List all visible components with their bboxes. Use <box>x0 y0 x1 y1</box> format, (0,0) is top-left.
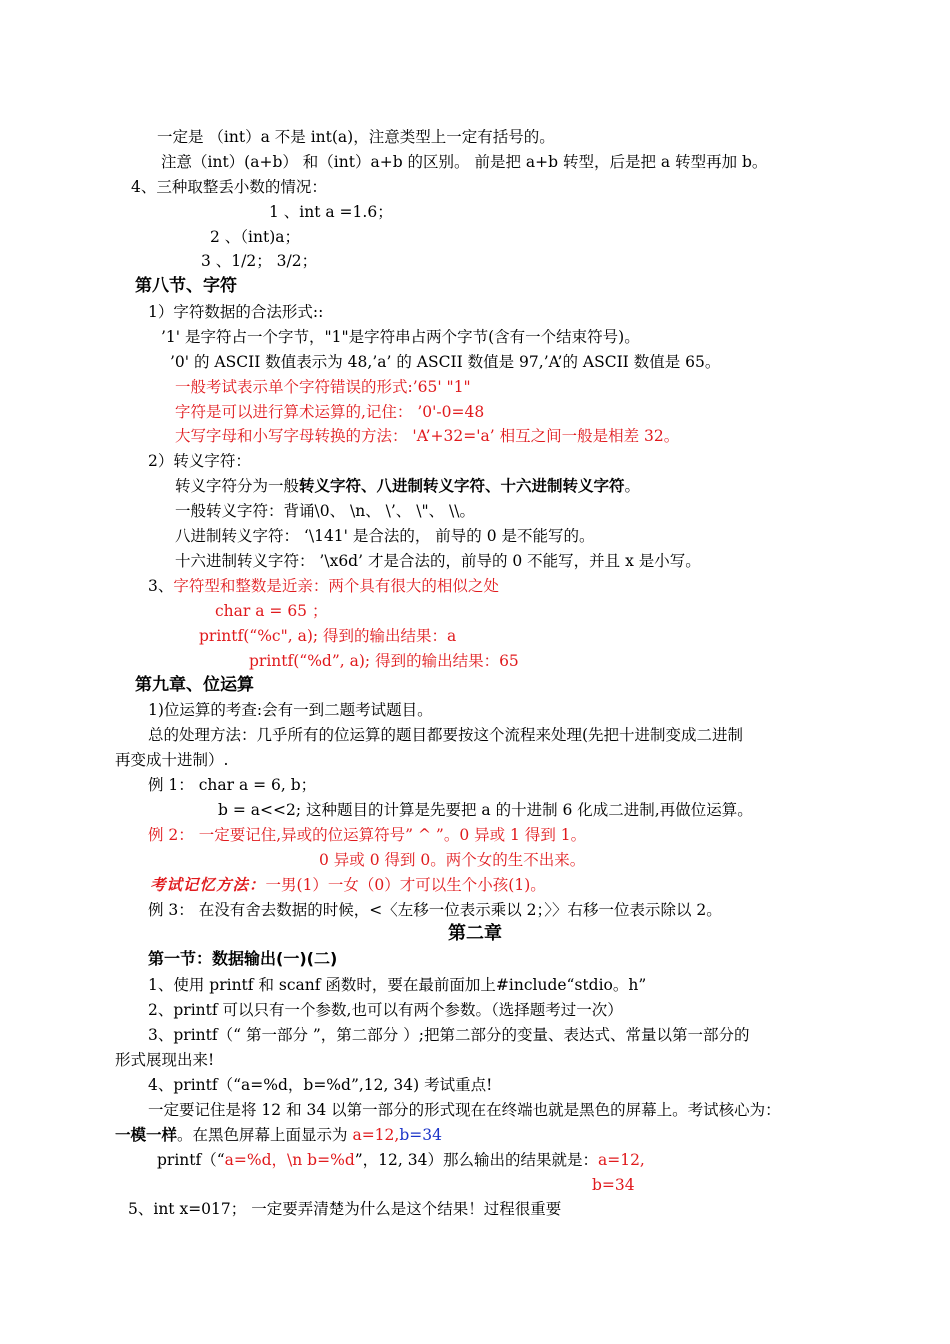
text-line: ’1' 是字符占一个字节，"1"是字符串占两个字节(含有一个结束符号)。 <box>161 328 640 346</box>
text-line: 一般转义字符：背诵\0、 \n、 \’、 \"、 \\。 <box>175 502 475 520</box>
text-line: 3、printf（“ 第一部分 ”，第二部分 ）;把第二部分的变量、表达式、常量以第一部分的 <box>148 1026 750 1044</box>
text-line: 再变成十进制）. <box>115 751 229 769</box>
section-heading: 第八节、字符 <box>135 276 237 296</box>
text-line: 1)位运算的考查:会有一到二题考试题目。 <box>148 701 433 719</box>
list-item: 3 、1/2； 3/2； <box>201 252 318 270</box>
text-line: 一模一样。在黑色屏幕上面显示为 a=12,b=34 <box>115 1125 442 1144</box>
code-line: printf(“%c", a); 得到的输出结果：a <box>199 627 457 645</box>
text-line: 注意（int）(a+b） 和（int）a+b 的区别。 前是把 a+b 转型，后是把 a 转型再加 b。 <box>161 153 768 171</box>
text-line: 例 2： 一定要记住,异或的位运算符号” ^ ”。0 异或 1 得到 1。 <box>148 826 587 844</box>
text-line: 1）字符数据的合法形式:: <box>148 303 324 321</box>
list-item: 2 、（int)a； <box>210 228 300 246</box>
text-line: 八进制转义字符： ‘\141' 是合法的， 前导的 0 是不能写的。 <box>175 527 595 545</box>
text-line: 十六进制转义字符： ’\x6d’ 才是合法的，前导的 0 不能写，并且 x 是小写。 <box>175 552 701 570</box>
text-line: 转义字符分为一般转义字符、八进制转义字符、十六进制转义字符。 <box>175 476 641 495</box>
list-item: 4、三种取整丢小数的情况： <box>131 178 327 196</box>
text-line: 考试记忆方法：一男(1）一女（0）才可以生个小孩(1)。 <box>150 875 546 894</box>
list-item: 1 、int a =1.6； <box>269 203 393 221</box>
text-line: b = a<<2; 这种题目的计算是先要把 a 的十进制 6 化成二进制,再做位运算。 <box>218 801 753 819</box>
text-line: 形式展现出来! <box>115 1051 215 1069</box>
text-line: 例 3： 在没有舍去数据的时候，<〈左移一位表示乘以 2；〉〉右移一位表示除以 2。 <box>148 901 722 919</box>
text-line: 大写字母和小写字母转换的方法： 'A’+32='a’ 相互之间一般是相差 32。 <box>175 427 680 445</box>
code-line: char a = 65 ； <box>215 602 328 620</box>
text-line: 2）转义字符： <box>148 452 251 470</box>
chapter-title: 第二章 <box>448 923 502 944</box>
text-line: 一定是 （int）a 不是 int(a)，注意类型上一定有括号的。 <box>157 128 555 146</box>
text-line: 一定要记住是将 12 和 34 以第一部分的形式现在在终端也就是黑色的屏幕上。考试核心为： <box>148 1101 781 1119</box>
text-line: ’0' 的 ASCII 数值表示为 48,’a’ 的 ASCII 数值是 97,’A’的 ASCII 数值是 65。 <box>170 353 721 371</box>
section-heading: 第九章、位运算 <box>135 675 254 695</box>
text-line: printf（“a=%d，\n b=%d”，12, 34）那么输出的结果就是：a=12, <box>157 1151 645 1169</box>
text-line: 总的处理方法：几乎所有的位运算的题目都要按这个流程来处理(先把十进制变成二进制 <box>148 726 744 744</box>
text-line: b=34 <box>592 1176 635 1194</box>
text-line: 5、int x=017； 一定要弄清楚为什么是这个结果！过程很重要 <box>128 1200 562 1218</box>
text-line: 一般考试表示单个字符错误的形式:’65' "1" <box>175 378 471 396</box>
section-heading: 第一节：数据输出(一)(二) <box>148 949 338 968</box>
text-line: 字符是可以进行算术运算的,记住： ’0'-0=48 <box>175 403 485 421</box>
text-line: 2、printf 可以只有一个参数,也可以有两个参数。（选择题考过一次） <box>148 1001 623 1019</box>
text-line: 0 异或 0 得到 0。两个女的生不出来。 <box>319 851 586 869</box>
text-line: 1、使用 printf 和 scanf 函数时，要在最前面加上#include“stdio。h” <box>148 976 647 994</box>
text-line: 3、字符型和整数是近亲：两个具有很大的相似之处 <box>148 577 499 595</box>
code-line: printf(“%d”, a); 得到的输出结果：65 <box>249 652 519 670</box>
text-line: 例 1： char a = 6, b； <box>148 776 317 794</box>
text-line: 4、printf（“a=%d，b=%d”,12, 34) 考试重点! <box>148 1076 493 1094</box>
